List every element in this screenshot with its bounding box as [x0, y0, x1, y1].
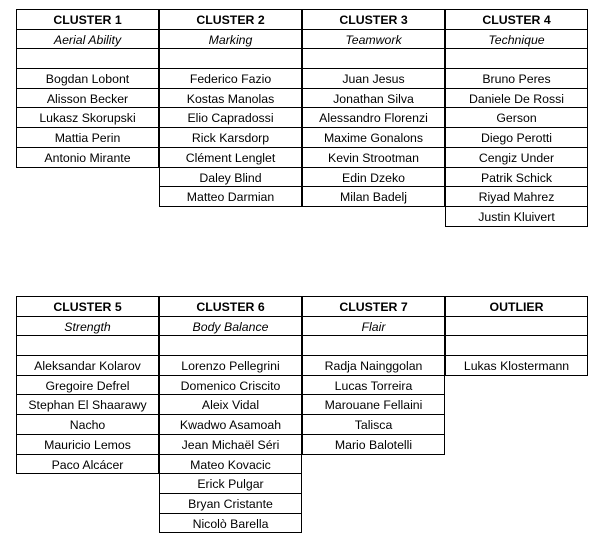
- cluster-attribute: Aerial Ability: [16, 29, 159, 50]
- cluster-column: [445, 296, 588, 376]
- cluster-attribute: Marking: [159, 29, 302, 50]
- cluster-header: CLUSTER 3: [302, 9, 445, 30]
- player-cell: Edin Dzeko: [302, 167, 445, 188]
- cluster-column: [16, 9, 159, 168]
- player-cell: Nacho: [16, 414, 159, 435]
- player-cell: Alisson Becker: [16, 88, 159, 109]
- player-cell: Radja Nainggolan: [302, 355, 445, 376]
- player-cell: Erick Pulgar: [159, 473, 302, 494]
- spacer-cell: [445, 335, 588, 356]
- cluster-attribute: Teamwork: [302, 29, 445, 50]
- player-cell: Lorenzo Pellegrini: [159, 355, 302, 376]
- cluster-header: CLUSTER 1: [16, 9, 159, 30]
- cluster-header: CLUSTER 7: [302, 296, 445, 317]
- spacer-cell: [159, 335, 302, 356]
- cluster-column: [159, 9, 302, 207]
- player-cell: Maxime Gonalons: [302, 127, 445, 148]
- player-cell: Patrik Schick: [445, 167, 588, 188]
- cluster-attribute: Technique: [445, 29, 588, 50]
- player-cell: Bryan Cristante: [159, 493, 302, 514]
- player-cell: Alessandro Florenzi: [302, 107, 445, 128]
- player-cell: Nicolò Barella: [159, 513, 302, 534]
- player-cell: Talisca: [302, 414, 445, 435]
- player-cell: Kostas Manolas: [159, 88, 302, 109]
- player-cell: Gerson: [445, 107, 588, 128]
- cluster-header: CLUSTER 4: [445, 9, 588, 30]
- cluster-attribute: Strength: [16, 316, 159, 337]
- player-cell: Gregoire Defrel: [16, 375, 159, 396]
- cluster-header: OUTLIER: [445, 296, 588, 317]
- player-cell: Kwadwo Asamoah: [159, 414, 302, 435]
- player-cell: Aleksandar Kolarov: [16, 355, 159, 376]
- player-cell: Mauricio Lemos: [16, 434, 159, 455]
- player-cell: Cengiz Under: [445, 147, 588, 168]
- cluster-column: [16, 296, 159, 474]
- cluster-attribute: Body Balance: [159, 316, 302, 337]
- player-cell: Juan Jesus: [302, 68, 445, 89]
- player-cell: Bruno Peres: [445, 68, 588, 89]
- player-cell: Marouane Fellaini: [302, 394, 445, 415]
- cluster-attribute: Flair: [302, 316, 445, 337]
- player-cell: Jonathan Silva: [302, 88, 445, 109]
- player-cell: Bogdan Lobont: [16, 68, 159, 89]
- player-cell: Riyad Mahrez: [445, 186, 588, 207]
- spacer-cell: [302, 48, 445, 69]
- spacer-cell: [159, 48, 302, 69]
- spacer-cell: [302, 335, 445, 356]
- player-cell: Federico Fazio: [159, 68, 302, 89]
- cluster-column: [302, 296, 445, 455]
- cluster-column: [302, 9, 445, 207]
- spacer-cell: [16, 48, 159, 69]
- player-cell: Clément Lenglet: [159, 147, 302, 168]
- player-cell: Mateo Kovacic: [159, 454, 302, 475]
- player-cell: Mattia Perin: [16, 127, 159, 148]
- cluster-column: [445, 9, 588, 227]
- player-cell: Lukas Klostermann: [445, 355, 588, 376]
- player-cell: Aleix Vidal: [159, 394, 302, 415]
- cluster-header: CLUSTER 6: [159, 296, 302, 317]
- player-cell: Jean Michaël Séri: [159, 434, 302, 455]
- cluster-column: [159, 296, 302, 533]
- player-cell: Daley Blind: [159, 167, 302, 188]
- player-cell: Lucas Torreira: [302, 375, 445, 396]
- player-cell: Diego Perotti: [445, 127, 588, 148]
- player-cell: Kevin Strootman: [302, 147, 445, 168]
- player-cell: Antonio Mirante: [16, 147, 159, 168]
- cluster-attribute: [445, 316, 588, 337]
- cluster-header: CLUSTER 2: [159, 9, 302, 30]
- player-cell: Paco Alcácer: [16, 454, 159, 475]
- player-cell: Matteo Darmian: [159, 186, 302, 207]
- spacer-cell: [445, 48, 588, 69]
- player-cell: Justin Kluivert: [445, 206, 588, 227]
- spacer-cell: [16, 335, 159, 356]
- player-cell: Rick Karsdorp: [159, 127, 302, 148]
- player-cell: Milan Badelj: [302, 186, 445, 207]
- player-cell: Lukasz Skorupski: [16, 107, 159, 128]
- player-cell: Domenico Criscito: [159, 375, 302, 396]
- cluster-header: CLUSTER 5: [16, 296, 159, 317]
- player-cell: Elio Capradossi: [159, 107, 302, 128]
- player-cell: Daniele De Rossi: [445, 88, 588, 109]
- player-cell: Stephan El Shaarawy: [16, 394, 159, 415]
- player-cell: Mario Balotelli: [302, 434, 445, 455]
